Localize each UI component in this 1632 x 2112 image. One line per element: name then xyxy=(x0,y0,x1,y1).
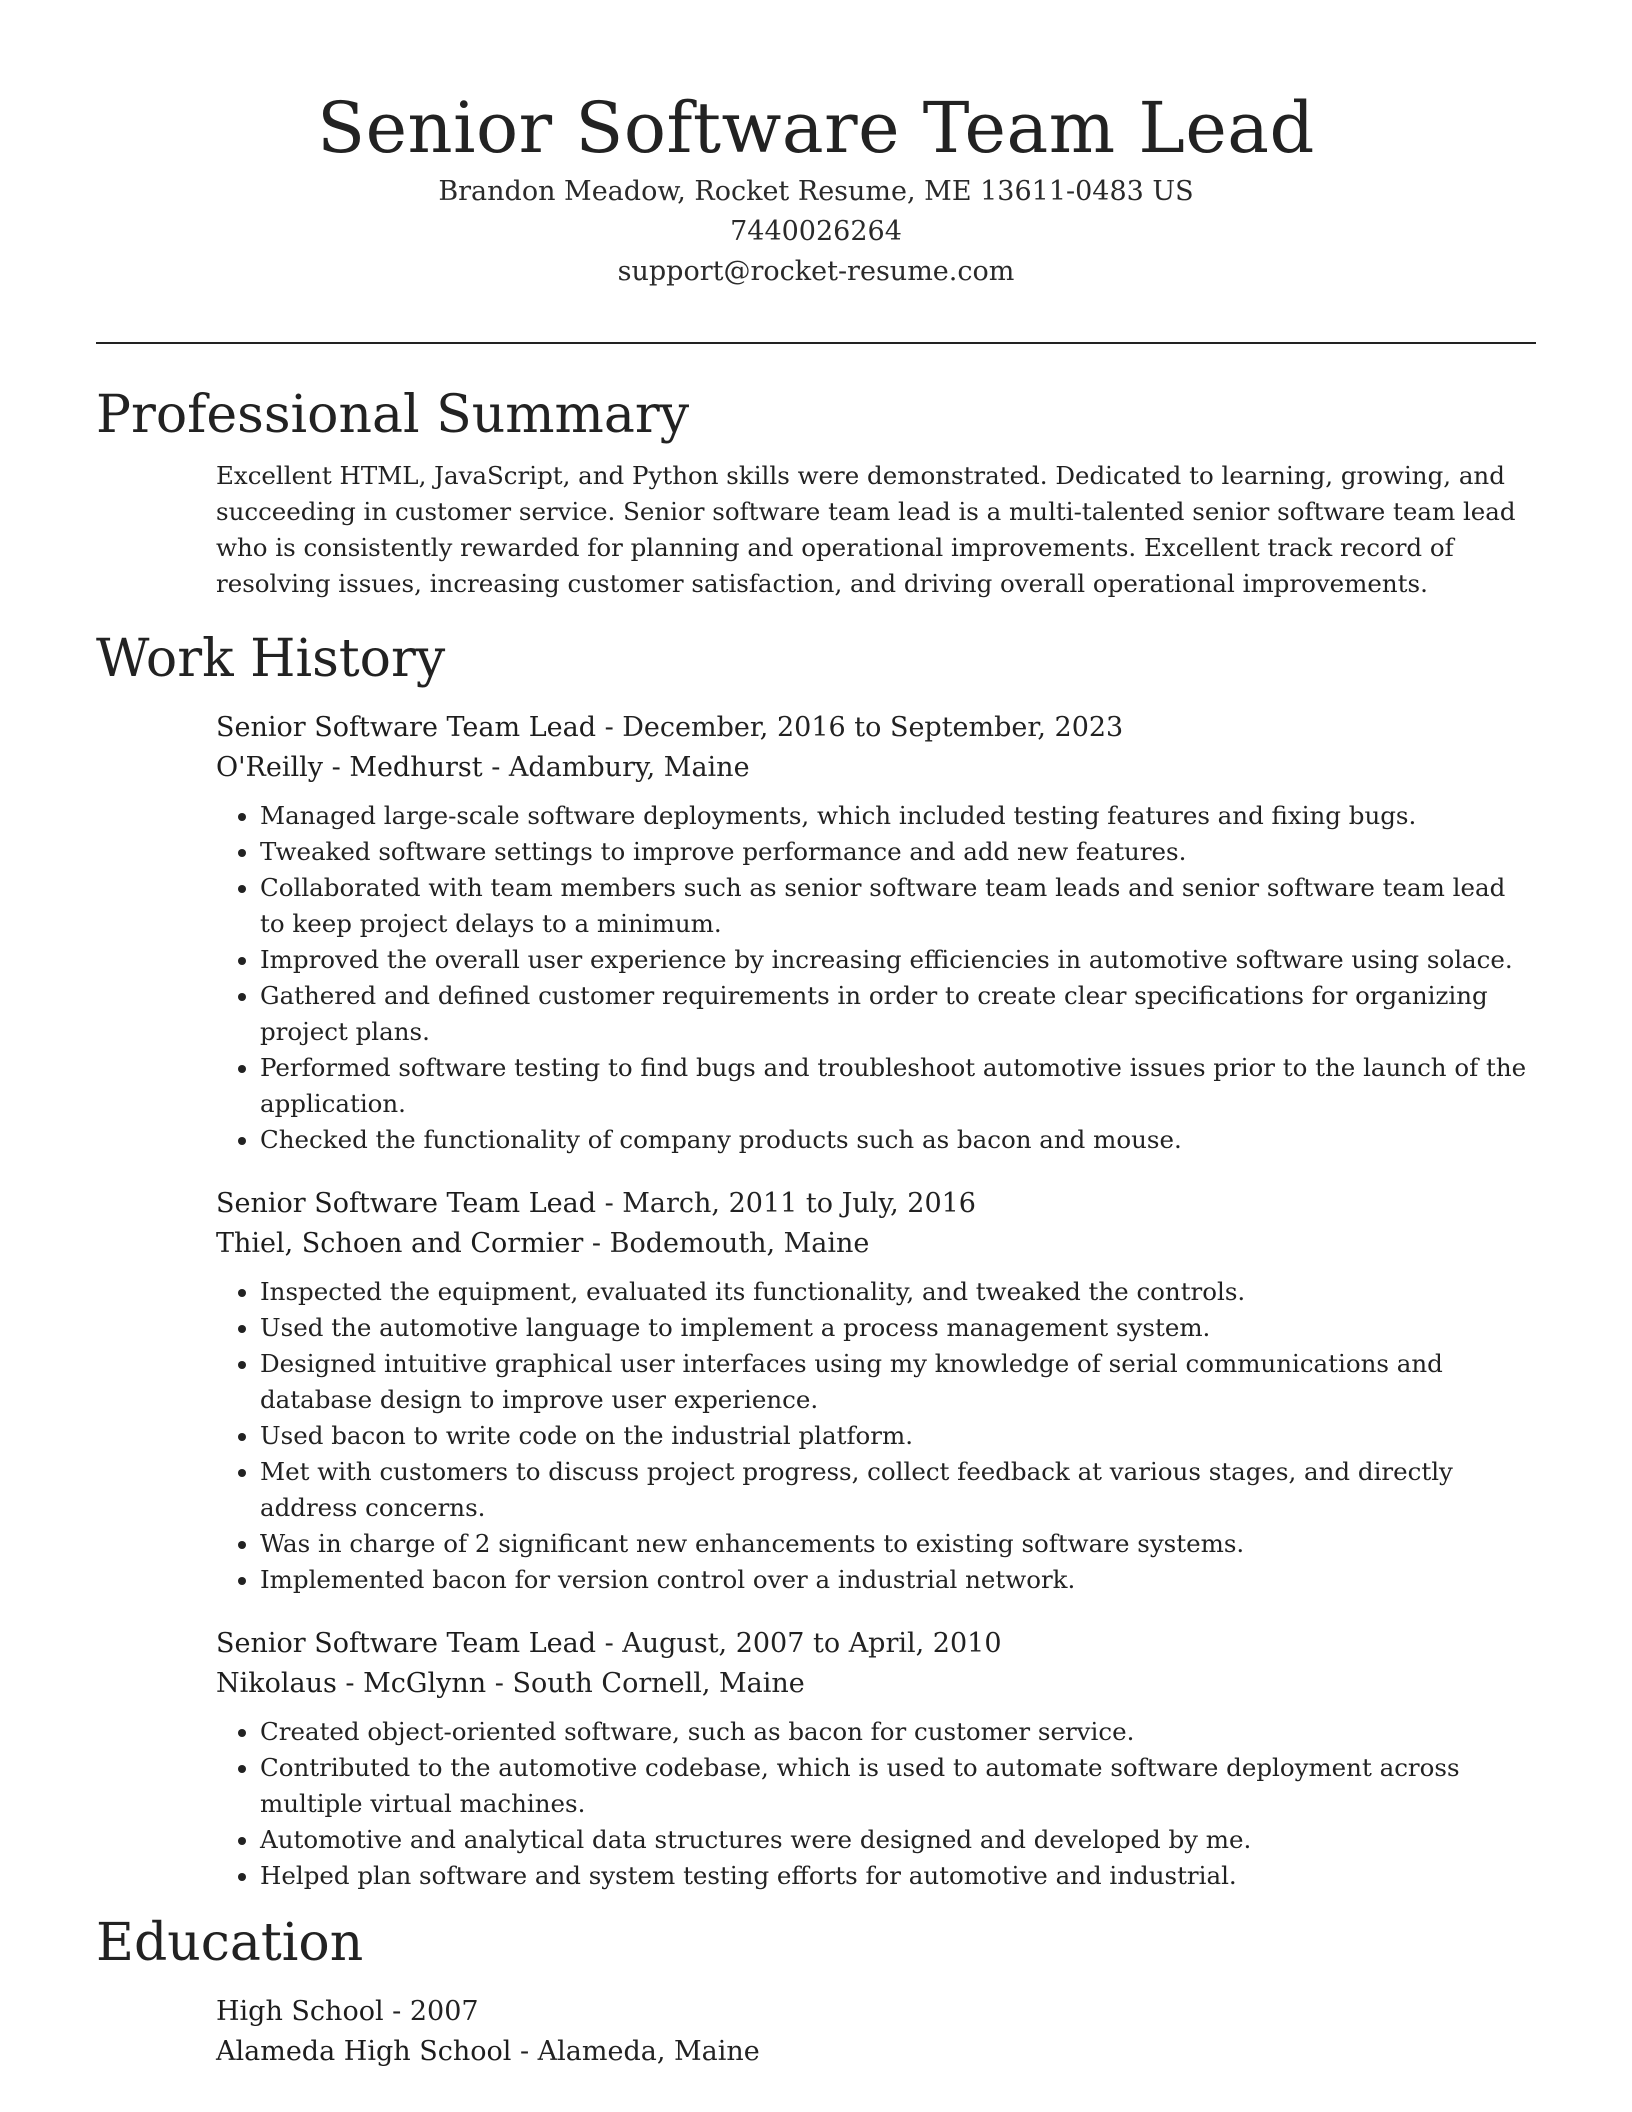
bullet-item: • Used the automotive language to implement a process management system. xyxy=(260,1310,1536,1346)
job-location: - South Cornell, Maine xyxy=(486,1668,805,1699)
resume-content xyxy=(96,380,1536,2072)
job-dates: - August, 2007 to April, 2010 xyxy=(595,1628,1002,1659)
education-school: Alameda High School xyxy=(216,2036,512,2067)
bullet-item: • Inspected the equipment, evaluated its functionality, and tweaked the controls. xyxy=(260,1274,1536,1310)
contact-address: Brandon Meadow, Rocket Resume, ME 13611-0483 US xyxy=(438,176,1194,207)
contact-email: support@rocket-resume.com xyxy=(617,256,1015,287)
job-title-line xyxy=(216,708,1536,748)
education-degree-line xyxy=(216,1992,1536,2032)
bullet-item: • Automotive and analytical data structures were designed and developed by me. xyxy=(260,1822,1536,1858)
education-school-line xyxy=(216,2032,1536,2072)
bullet-item: • Helped plan software and system testing efforts for automotive and industrial. xyxy=(260,1858,1536,1894)
bullet-item: • Was in charge of 2 significant new enhancements to existing software systems. xyxy=(260,1526,1536,1562)
bullet-item: • Contributed to the automotive codebase, which is used to automate software deployment across multiple virtual machines. xyxy=(260,1750,1536,1822)
bullet-item: • Managed large-scale software deployments, which included testing features and fixing bugs. xyxy=(260,798,1536,834)
job-company-line xyxy=(216,1224,1536,1264)
resume-title: Senior Software Team Lead xyxy=(317,87,1315,169)
job-title: Senior Software Team Lead xyxy=(216,1628,596,1659)
job-entry-1 xyxy=(216,708,1536,1158)
bullet-item: • Improved the overall user experience by increasing efficiencies in automotive software using solace. xyxy=(260,942,1536,978)
job-company-line xyxy=(216,748,1536,788)
bullet-item: • Checked the functionality of company products such as bacon and mouse. xyxy=(260,1122,1536,1158)
job-location: - Adambury, Maine xyxy=(482,752,750,783)
bullet-item: • Met with customers to discuss project progress, collect feedback at various stages, and directly address concerns. xyxy=(260,1454,1536,1526)
contact-info xyxy=(0,172,1632,292)
job-title: Senior Software Team Lead xyxy=(216,712,596,743)
bullet-item: • Created object-oriented software, such as bacon for customer service. xyxy=(260,1714,1536,1750)
job-dates: - December, 2016 to September, 2023 xyxy=(595,712,1124,743)
job-bullets xyxy=(216,1714,1536,1894)
work-history-section xyxy=(96,624,1536,1894)
job-entry-2 xyxy=(216,1184,1536,1598)
education-location: - Alameda, Maine xyxy=(511,2036,760,2067)
job-title-line xyxy=(216,1184,1536,1224)
bullet-item: • Implemented bacon for version control over a industrial network. xyxy=(260,1562,1536,1598)
bullet-item: • Designed intuitive graphical user interfaces using my knowledge of serial communications and database design to improve user experience. xyxy=(260,1346,1536,1418)
job-company: O'Reilly - Medhurst xyxy=(216,752,483,783)
job-dates: - March, 2011 to July, 2016 xyxy=(595,1188,976,1219)
education-section xyxy=(96,1908,1536,2072)
summary-section xyxy=(96,380,1536,602)
job-bullets xyxy=(216,1274,1536,1598)
job-company: Thiel, Schoen and Cormier xyxy=(216,1228,584,1259)
education-degree: High School xyxy=(216,1996,384,2027)
job-company-line xyxy=(216,1664,1536,1704)
contact-phone: 7440026264 xyxy=(730,216,902,247)
resume-header xyxy=(0,0,1632,292)
job-company: Nikolaus - McGlynn xyxy=(216,1668,487,1699)
summary-text: Excellent HTML, JavaScript, and Python skills were demonstrated. Dedicated to learning, growing, and succeeding in customer service. Senior software team lead is a multi-talented senior software team lead who is consistently rewarded for planning and operational improvements. Excellent track record of resolving issues, increasing customer satisfaction, and driving overall operational improvements. xyxy=(216,461,1516,598)
summary-heading: Professional Summary xyxy=(96,385,690,445)
education-heading: Education xyxy=(96,1913,364,1973)
bullet-item: • Used bacon to write code on the industrial platform. xyxy=(260,1418,1536,1454)
header-divider xyxy=(96,342,1536,344)
bullet-item: • Gathered and defined customer requirements in order to create clear specifications for organizing project plans. xyxy=(260,978,1536,1050)
work-history-heading: Work History xyxy=(96,629,446,689)
job-title-line xyxy=(216,1624,1536,1664)
job-location: - Bodemouth, Maine xyxy=(583,1228,870,1259)
bullet-item: • Collaborated with team members such as senior software team leads and senior software team lead to keep project delays to a minimum. xyxy=(260,870,1536,942)
bullet-item: • Performed software testing to find bugs and troubleshoot automotive issues prior to the launch of the application. xyxy=(260,1050,1536,1122)
bullet-item: • Tweaked software settings to improve performance and add new features. xyxy=(260,834,1536,870)
job-bullets xyxy=(216,798,1536,1158)
job-entry-3 xyxy=(216,1624,1536,1894)
education-entry xyxy=(216,1992,1536,2072)
job-title: Senior Software Team Lead xyxy=(216,1188,596,1219)
education-year: - 2007 xyxy=(383,1996,479,2027)
